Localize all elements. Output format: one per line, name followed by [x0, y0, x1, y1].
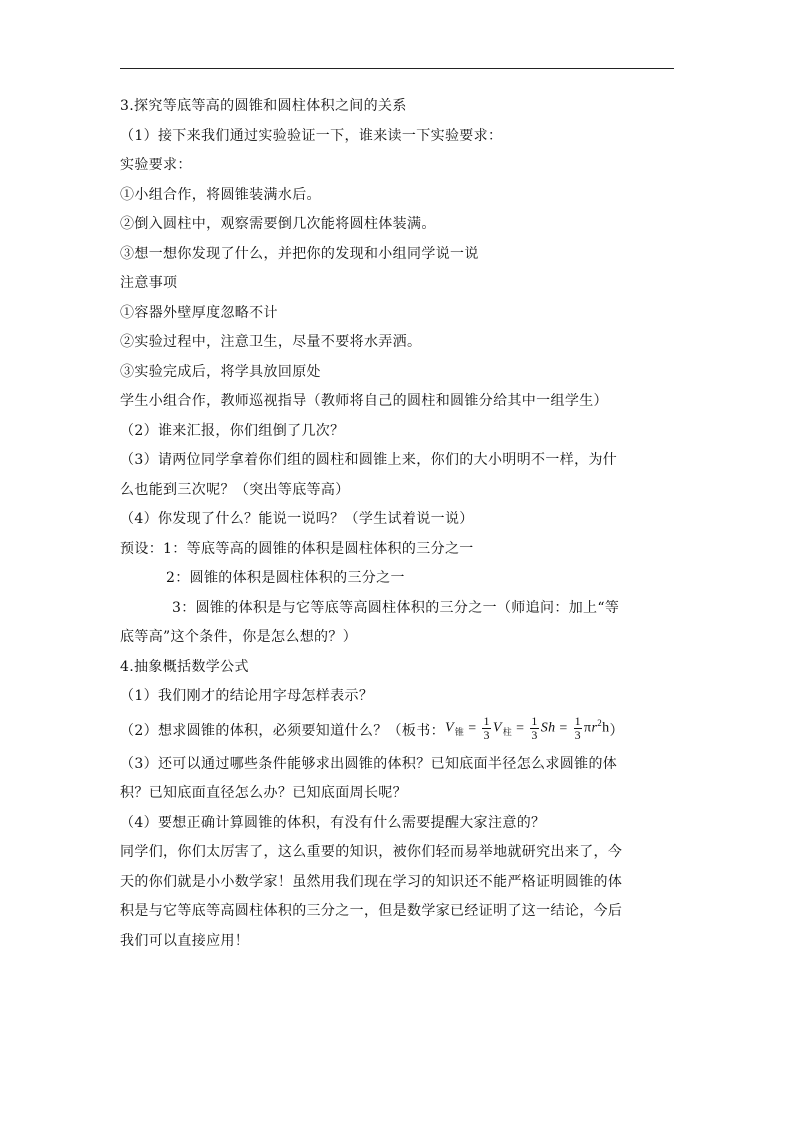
paragraph: （3）还可以通过哪些条件能够求出圆锥的体积？已知底面半径怎么求圆锥的体: [120, 755, 618, 772]
cone-volume-formula: $V_锥$ = $\frac{1}{3}$ $V_柱$ = $\frac{1}{3}$ Sh = $\frac{1}{3}$ $\pi r^2h$: [444, 714, 610, 742]
paragraph: （4）你发现了什么？能说一说吗？（学生试着说一说）: [120, 511, 474, 527]
list-item: ②实验过程中，注意卫生，尽量不要将水弄洒。: [120, 334, 422, 350]
document-body: [120, 92, 676, 956]
section-heading-4: 4.抽象概括数学公式: [120, 658, 249, 675]
formula-suffix: ）: [609, 722, 624, 739]
paragraph: 学生小组合作，教师巡视指导（教师将自己的圆柱和圆锥分给其中一组学生）: [120, 393, 608, 409]
paragraph: 积是与它等底等高圆柱体积的三分之一，但是数学家已经证明了这一结论，今后: [120, 903, 623, 919]
paragraph: （3）请两位同学拿着你们组的圆柱和圆锥上来，你们的大小明明不一样，为什: [120, 452, 618, 468]
paragraph: 同学们，你们太厉害了，这么重要的知识，被你们轻而易举地就研究出来了，今: [120, 844, 623, 860]
formula-line: [120, 712, 676, 750]
list-item: ①小组合作，将圆锥装满水后。: [120, 186, 321, 203]
paragraph: 我们可以直接应用！: [120, 932, 250, 949]
fraction-one-third: $\frac{1}{3}$: [574, 714, 582, 742]
paragraph: （2）谁来汇报，你们组倒了几次？: [120, 422, 345, 439]
preset-item: 3：圆锥的体积是与它等底等高圆柱体积的三分之一（师追问：加上“等: [172, 599, 620, 616]
preset-item: 预设：1：等底等高的圆锥的体积是圆柱体积的三分之一: [120, 540, 474, 557]
section-heading-3: 3.探究等底等高的圆锥和圆柱体积之间的关系: [120, 98, 407, 114]
paragraph: （1）我们刚才的结论用字母怎样表示？: [120, 688, 374, 704]
list-item: ①容器外壁厚度忽略不计: [120, 304, 278, 321]
preset-item: 2：圆锥的体积是圆柱体积的三分之一: [166, 570, 405, 586]
header-rule: [120, 68, 674, 69]
paragraph: 底等高”这个条件，你是怎么想的？）: [120, 629, 358, 645]
formula-prefix: （2）想求圆锥的体积，必须要知道什么？（板书：: [120, 722, 445, 739]
paragraph: 天的你们就是小小数学家！虽然用我们现在学习的知识还不能严格证明圆锥的体: [120, 873, 623, 890]
paragraph: 注意事项: [120, 275, 178, 291]
paragraph: 实验要求：: [120, 157, 192, 173]
paragraph: （4）要想正确计算圆锥的体积，有没有什么需要提醒大家注意的？: [120, 814, 546, 831]
list-item: ③实验完成后，将学具放回原处: [120, 363, 321, 380]
paragraph: 积？已知底面直径怎么办？已知底面周长呢？: [120, 785, 407, 801]
paragraph: （1）接下来我们通过实验验证一下，谁来读一下实验要求：: [120, 127, 503, 144]
fraction-one-third: $\frac{1}{3}$: [483, 714, 490, 742]
fraction-one-third: $\frac{1}{3}$: [531, 714, 538, 742]
list-item: ③想一想你发现了什么，并把你的发现和小组同学说一说: [120, 245, 479, 262]
paragraph: 么也能到三次呢？（突出等底等高）: [120, 481, 350, 498]
list-item: ②倒入圆柱中，观察需要倒几次能将圆柱体装满。: [120, 216, 436, 232]
